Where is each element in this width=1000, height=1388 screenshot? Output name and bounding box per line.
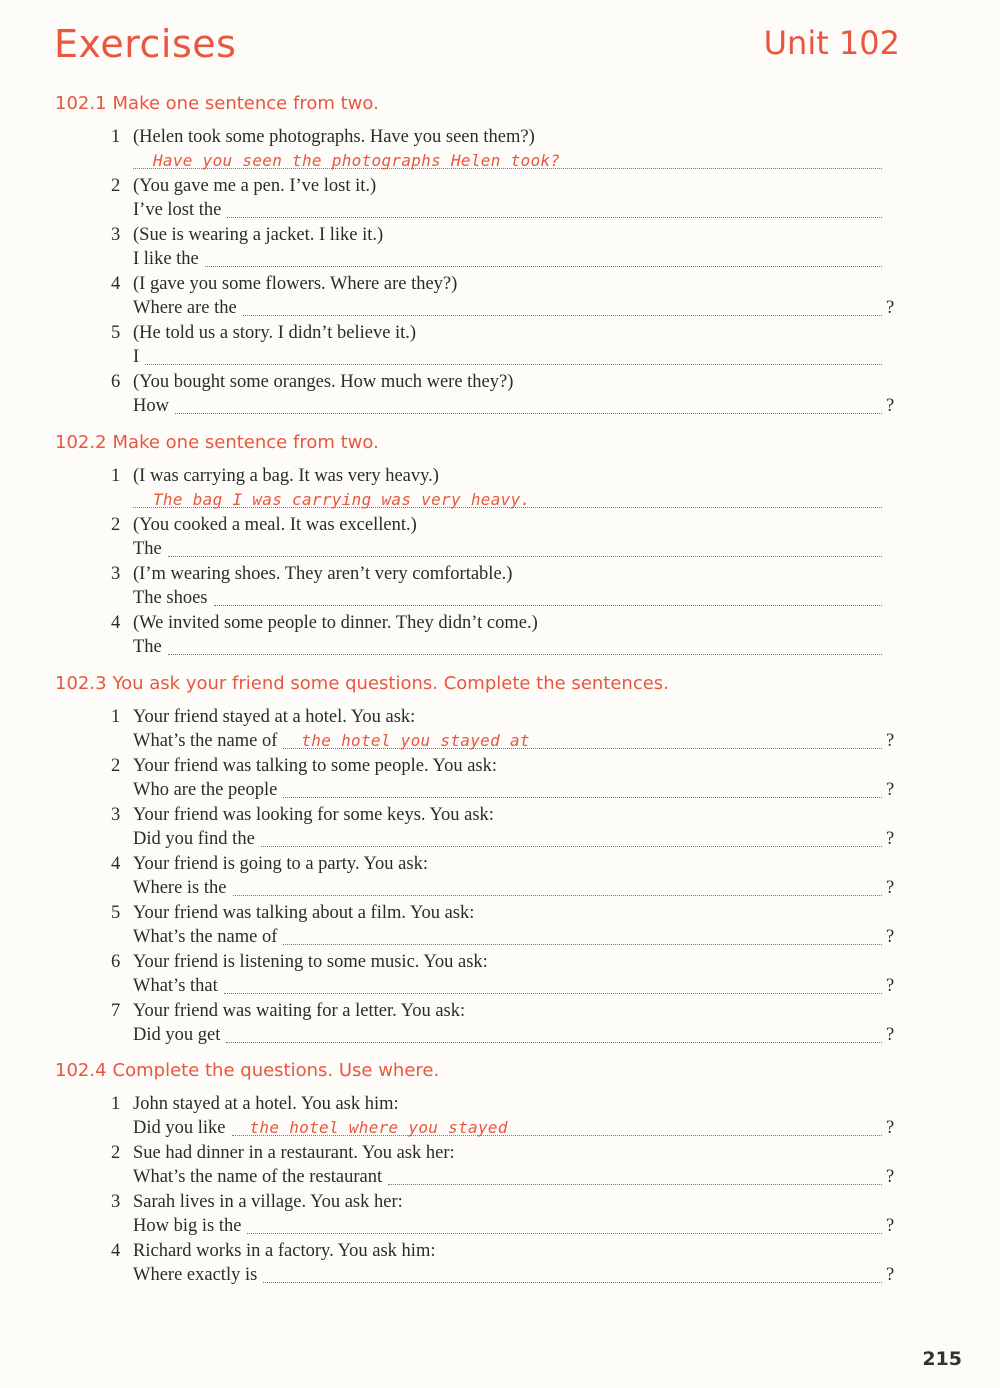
item-prompt: Your friend was talking to some people. You ask: <box>133 756 497 776</box>
answer-lead-text: I <box>133 347 140 367</box>
item-prompt: (He told us a story. I didn’t believe it.) <box>133 323 417 343</box>
answer-blank[interactable] <box>168 636 882 655</box>
line-end-punctuation: ? <box>886 1265 895 1285</box>
item-number: 5 <box>111 323 121 343</box>
answer-blank[interactable] <box>263 1264 882 1283</box>
answer-blank[interactable] <box>243 297 882 316</box>
answer-blank[interactable] <box>247 1215 882 1234</box>
answer-line <box>133 827 896 851</box>
item-number: 4 <box>111 854 121 874</box>
exercise-item <box>111 803 905 852</box>
exercise-list <box>55 705 905 1048</box>
section-heading <box>55 1059 905 1083</box>
item-prompt: (Sue is wearing a jacket. I like it.) <box>133 225 384 245</box>
item-prompt: Your friend is listening to some music. You ask: <box>133 952 488 972</box>
line-end-punctuation: ? <box>886 298 895 318</box>
item-prompt: Richard works in a factory. You ask him: <box>133 1241 436 1261</box>
item-number: 1 <box>111 707 121 727</box>
answer-blank[interactable] <box>261 828 882 847</box>
item-number: 4 <box>111 613 121 633</box>
item-prompt: (We invited some people to dinner. They didn’t come.) <box>133 613 538 633</box>
line-end-punctuation: ? <box>886 829 895 849</box>
line-end-punctuation: ? <box>886 878 895 898</box>
exercise-item <box>111 950 905 999</box>
item-number: 3 <box>111 805 121 825</box>
answer-line <box>133 778 896 802</box>
item-number: 1 <box>111 1094 121 1114</box>
answer-lead-text: The shoes <box>133 588 208 608</box>
section-number: 102.1 <box>55 93 107 114</box>
exercise-item <box>111 1190 905 1239</box>
section-number: 102.3 <box>55 673 107 694</box>
answer-line <box>133 1263 896 1287</box>
answer-line <box>133 488 896 512</box>
exercise-item <box>111 370 905 419</box>
answer-line <box>133 1165 896 1189</box>
item-number: 3 <box>111 1192 121 1212</box>
item-prompt: Your friend stayed at a hotel. You ask: <box>133 707 416 727</box>
exercise-item <box>111 562 905 611</box>
answer-line <box>133 586 896 610</box>
item-number: 6 <box>111 372 121 392</box>
answer-line <box>133 247 896 271</box>
item-prompt: Your friend was talking about a film. You ask: <box>133 903 475 923</box>
section-heading <box>55 431 905 455</box>
answer-lead-text: Did you get <box>133 1025 221 1045</box>
answer-blank[interactable] <box>232 1117 883 1136</box>
answer-line <box>133 1023 896 1047</box>
answer-blank[interactable] <box>233 877 883 896</box>
exercise-item <box>111 1092 905 1141</box>
line-end-punctuation: ? <box>886 1167 895 1187</box>
answer-blank[interactable] <box>227 199 882 218</box>
answer-line <box>133 876 896 900</box>
item-number: 2 <box>111 176 121 196</box>
item-number: 1 <box>111 127 121 147</box>
exercise-list <box>55 464 905 660</box>
item-number: 3 <box>111 225 121 245</box>
item-prompt: Your friend was waiting for a letter. You ask: <box>133 1001 466 1021</box>
section-instruction: You ask your friend some questions. Complete the sentences. <box>112 673 669 694</box>
item-number: 4 <box>111 274 121 294</box>
answer-blank[interactable] <box>283 730 882 749</box>
answer-line <box>133 394 896 418</box>
answer-line <box>133 198 896 222</box>
item-prompt: (I was carrying a bag. It was very heavy.) <box>133 466 439 486</box>
answer-blank[interactable] <box>214 587 883 606</box>
exercise-section <box>55 1059 905 1288</box>
section-instruction: Complete the questions. Use where. <box>112 1060 440 1081</box>
answer-blank[interactable] <box>175 395 882 414</box>
answer-line <box>133 974 896 998</box>
section-instruction: Make one sentence from two. <box>112 93 379 114</box>
handwritten-answer: Have you seen the photographs Helen took? <box>153 151 561 170</box>
exercise-item <box>111 1141 905 1190</box>
section-instruction: Make one sentence from two. <box>112 432 379 453</box>
answer-lead-text: The <box>133 637 162 657</box>
exercise-list <box>55 1092 905 1288</box>
item-number: 7 <box>111 1001 121 1021</box>
answer-lead-text: Did you like <box>133 1118 226 1138</box>
exercise-section <box>55 431 905 660</box>
answer-blank[interactable] <box>205 248 882 267</box>
answer-blank[interactable] <box>226 1024 882 1043</box>
exercise-item <box>111 464 905 513</box>
section-number: 102.4 <box>55 1060 107 1081</box>
item-prompt: (You bought some oranges. How much were they?) <box>133 372 514 392</box>
item-number: 3 <box>111 564 121 584</box>
answer-lead-text: What’s the name of the restaurant <box>133 1167 383 1187</box>
exercise-item <box>111 125 905 174</box>
answer-line <box>133 537 896 561</box>
line-end-punctuation: ? <box>886 1025 895 1045</box>
answer-blank[interactable] <box>388 1166 882 1185</box>
answer-lead-text: Where are the <box>133 298 237 318</box>
answer-line <box>133 345 896 369</box>
answer-lead-text: I’ve lost the <box>133 200 222 220</box>
line-end-punctuation: ? <box>886 731 895 751</box>
item-number: 5 <box>111 903 121 923</box>
answer-lead-text: The <box>133 539 162 559</box>
answer-line <box>133 1214 896 1238</box>
line-end-punctuation: ? <box>886 1216 895 1236</box>
answer-lead-text: Did you find the <box>133 829 255 849</box>
exercise-item <box>111 174 905 223</box>
item-number: 6 <box>111 952 121 972</box>
exercise-item <box>111 321 905 370</box>
answer-line <box>133 149 896 173</box>
page-number: 215 <box>922 1348 962 1370</box>
exercise-item <box>111 272 905 321</box>
exercise-item <box>111 611 905 660</box>
line-end-punctuation: ? <box>886 927 895 947</box>
answer-line <box>133 729 896 753</box>
exercise-list <box>55 125 905 419</box>
answer-lead-text: How <box>133 396 169 416</box>
exercise-section <box>55 672 905 1048</box>
exercise-item <box>111 705 905 754</box>
item-prompt: (You gave me a pen. I’ve lost it.) <box>133 176 377 196</box>
line-end-punctuation: ? <box>886 396 895 416</box>
item-prompt: Sue had dinner in a restaurant. You ask her: <box>133 1143 455 1163</box>
section-heading <box>55 672 905 696</box>
answer-lead-text: Where exactly is <box>133 1265 258 1285</box>
answer-blank[interactable] <box>168 538 882 557</box>
item-prompt: (You cooked a meal. It was excellent.) <box>133 515 417 535</box>
answer-line <box>133 635 896 659</box>
answer-lead-text: How big is the <box>133 1216 242 1236</box>
item-number: 1 <box>111 466 121 486</box>
answer-lead-text: I like the <box>133 249 199 269</box>
answer-lead-text: What’s that <box>133 976 218 996</box>
answer-blank[interactable] <box>283 926 882 945</box>
unit-label: Unit 102 <box>763 24 900 62</box>
answer-lead-text: What’s the name of <box>133 927 278 947</box>
answer-blank[interactable] <box>283 779 882 798</box>
answer-line <box>133 925 896 949</box>
answer-lead-text: Who are the people <box>133 780 278 800</box>
handwritten-answer: The bag I was carrying was very heavy. <box>153 490 531 509</box>
handwritten-answer: the hotel where you stayed <box>249 1118 508 1137</box>
page-title: Exercises <box>54 22 237 66</box>
line-end-punctuation: ? <box>886 780 895 800</box>
item-number: 2 <box>111 756 121 776</box>
item-number: 2 <box>111 515 121 535</box>
item-number: 2 <box>111 1143 121 1163</box>
item-prompt: John stayed at a hotel. You ask him: <box>133 1094 399 1114</box>
item-prompt: (I gave you some flowers. Where are they?) <box>133 274 458 294</box>
line-end-punctuation: ? <box>886 1118 895 1138</box>
answer-line <box>133 1116 896 1140</box>
answer-lead-text: Where is the <box>133 878 227 898</box>
item-prompt: Sarah lives in a village. You ask her: <box>133 1192 403 1212</box>
exercise-item <box>111 754 905 803</box>
item-prompt: Your friend is going to a party. You ask: <box>133 854 428 874</box>
exercise-item <box>111 223 905 272</box>
exercise-section <box>55 92 905 419</box>
exercise-item <box>111 999 905 1048</box>
item-prompt: (Helen took some photographs. Have you seen them?) <box>133 127 535 147</box>
item-prompt: Your friend was looking for some keys. You ask: <box>133 805 494 825</box>
line-end-punctuation: ? <box>886 976 895 996</box>
answer-blank[interactable] <box>133 150 882 169</box>
exercise-item <box>111 852 905 901</box>
answer-blank[interactable] <box>133 489 882 508</box>
exercise-item <box>111 513 905 562</box>
item-number: 4 <box>111 1241 121 1261</box>
exercise-item <box>111 1239 905 1288</box>
item-prompt: (I’m wearing shoes. They aren’t very comfortable.) <box>133 564 513 584</box>
section-number: 102.2 <box>55 432 107 453</box>
answer-line <box>133 296 896 320</box>
answer-lead-text: What’s the name of <box>133 731 278 751</box>
section-heading <box>55 92 905 116</box>
answer-blank[interactable] <box>145 346 882 365</box>
answer-blank[interactable] <box>224 975 882 994</box>
handwritten-answer: the hotel you stayed at <box>301 731 530 750</box>
exercise-item <box>111 901 905 950</box>
